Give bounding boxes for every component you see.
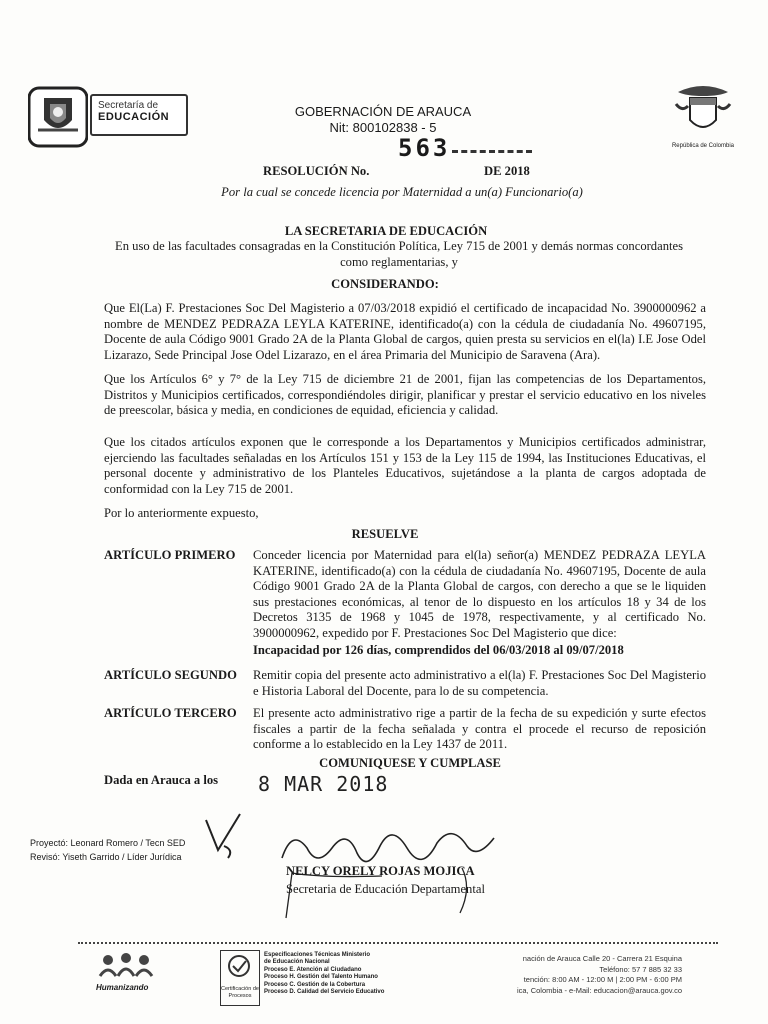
coat-of-arms-icon (668, 82, 738, 138)
article-2-text: Remitir copia del presente acto administrativo a el(la) F. Prestaciones Soc Del Magisterio e Historia Laboral del Docente, para lo de su competencia. (253, 668, 706, 698)
resolution-number-stamp: 563 (398, 134, 451, 162)
considering-paragraph-1: Que El(La) F. Prestaciones Soc Del Magisterio a 07/03/2018 expidió el certificado de incapacidad No. 3900000962 a nombre de MENDEZ PEDRAZA LEYLA KATERINE, identificado(a) con la cédula de ciudadanía No. 49607195, Docente de aula Código 9001 Grado 2A de la Planta Global de cargos, quien presta su servicios en el(la) I.E Jose Odel Lizarazo, Sede Principal Jose Odel Lizarazo, en el área Primaria del Municipio de Saravena (Ara). (104, 301, 706, 362)
contact-line: ica, Colombia - e-Mail: educacion@arauca.gov.co (516, 985, 682, 995)
contact-line: tención: 8:00 AM - 12:00 M | 2:00 PM - 6:00 PM (523, 975, 682, 984)
signer-title: Secretaria de Educación Departamental (286, 882, 485, 896)
contact-line: nación de Arauca Calle 20 - Carrera 21 Esquina (522, 954, 682, 963)
considering-paragraph-2: Que los Artículos 6° y 7° de la Ley 715 de diciembre 21 de 2001, fijan las competencias de los Departamentos, Distritos y Municipios certificados, correspondiéndoles dirigir, planificar y prestar el servicio educativo en los niveles de preescolar, básica y media, en condiciones de equidad, eficiencia y calidad. (104, 372, 706, 418)
coat-of-arms (668, 82, 738, 152)
article-2-label: ARTÍCULO SEGUNDO (104, 668, 237, 682)
coat-caption: República de Colombia (671, 143, 735, 149)
article-1-incapacity: Incapacidad por 126 días, comprendidos del 06/03/2018 al 09/07/2018 (253, 643, 624, 657)
closing-phrase: COMUNIQUESE Y CUMPLASE (319, 756, 501, 770)
reviewed-by: Revisó: Yiseth Garrido / Líder Jurídica (30, 852, 182, 862)
spec-line: Especificaciones Técnicas Ministerio (264, 952, 371, 958)
signer-name: NELCY ORELY ROJAS MOJICA (286, 864, 475, 878)
resolution-year: DE 2018 (484, 164, 530, 178)
people-icon (96, 952, 156, 978)
spec-line: Proceso H. Gestión del Talento Humano (264, 974, 378, 981)
projected-by: Proyectó: Leonard Romero / Tecn SED (30, 838, 186, 848)
contact-line: Teléfono: 57 7 885 32 33 (599, 964, 682, 974)
resolve-heading: RESUELVE (351, 527, 419, 541)
logo-line-1: Secretaría de (98, 100, 159, 111)
spec-line: Proceso C. Gestión de la Cobertura (264, 981, 366, 988)
stamp-dashes (452, 150, 532, 157)
article-3-text: El presente acto administrativo rige a partir de la fecha de su expedición y surte efectos fiscales a partir de la fecha señalada y contra el procede el recurso de reposición conforme a lo establecido en la Ley 1437 de 2011. (253, 706, 706, 752)
article-3-label: ARTÍCULO TERCERO (104, 706, 237, 720)
article-1-label: ARTÍCULO PRIMERO (104, 548, 236, 562)
spec-line: Proceso D. Calidad del Servicio Educativo (264, 989, 385, 996)
brand-text: Humanizando (96, 983, 149, 992)
reviewer-initials (198, 810, 248, 860)
government-name: GOBERNACIÓN DE ARAUCA (294, 104, 472, 119)
date-stamp: 8 MAR 2018 (258, 772, 389, 796)
spec-line: Proceso E. Atención al Ciudadano (264, 966, 362, 973)
secretary-heading: LA SECRETARIA DE EDUCACIÓN (284, 224, 488, 238)
spec-line: de Educación Nacional (264, 959, 330, 966)
considering-heading: CONSIDERANDO: (331, 277, 439, 291)
powers-paragraph: En uso de las facultades consagradas en la Constitución Política, Ley 715 de 2001 y demás normas concordantes como reglamentarias, y (115, 239, 683, 269)
certification-icon (221, 951, 257, 981)
footer-spec-lines (264, 952, 384, 996)
education-logo (28, 86, 186, 148)
cert-label: Certificación de Procesos (221, 986, 259, 999)
considering-paragraph-3: Que los citados artículos exponen que le corresponde a los Departamentos y Municipios certificados administrar, ejerciendo las facultades señaladas en los Artículos 151 y 153 de la Ley 115 de 1994, las Instituciones Educativas, el personal docente y administrativo de los Planteles Educativos, sujetándose a la planta de cargos adoptada de conformidad con la Ley 715 de 2001. (104, 435, 706, 496)
footer-brand-logo (96, 952, 166, 992)
logo-line-2: EDUCACIÓN (98, 111, 170, 123)
nit-number: Nit: 800102838 - 5 (329, 120, 437, 135)
resolution-label: RESOLUCIÓN No. (263, 164, 370, 178)
footer-divider (78, 942, 718, 944)
given-at: Dada en Arauca a los (104, 773, 219, 787)
certification-badge (220, 950, 260, 1006)
shield-icon (28, 86, 88, 148)
footer-contact (482, 954, 682, 996)
resolution-subject: Por la cual se concede licencia por Maternidad a un(a) Funcionario(a) (221, 185, 583, 199)
article-1-text: Conceder licencia por Maternidad para el(la) señor(a) MENDEZ PEDRAZA LEYLA KATERINE, identificado(a) con la cédula de ciudadanía No. 49607195, Docente de aula Código 9001 Grado 2A de la Planta Global de cargos, con derecho a que se le liquiden sus prestaciones económicas, al tenor de lo dispuesto en los artículos 18 y 34 de los Decretos 3135 de 1968 y 1045 de 1978, respectivamente, y al certificado No. 3900000962, expedido por F. Prestaciones Soc Del Magisterio que dice: (253, 548, 706, 640)
conclusion-paragraph: Por lo anteriormente expuesto, (104, 506, 259, 520)
